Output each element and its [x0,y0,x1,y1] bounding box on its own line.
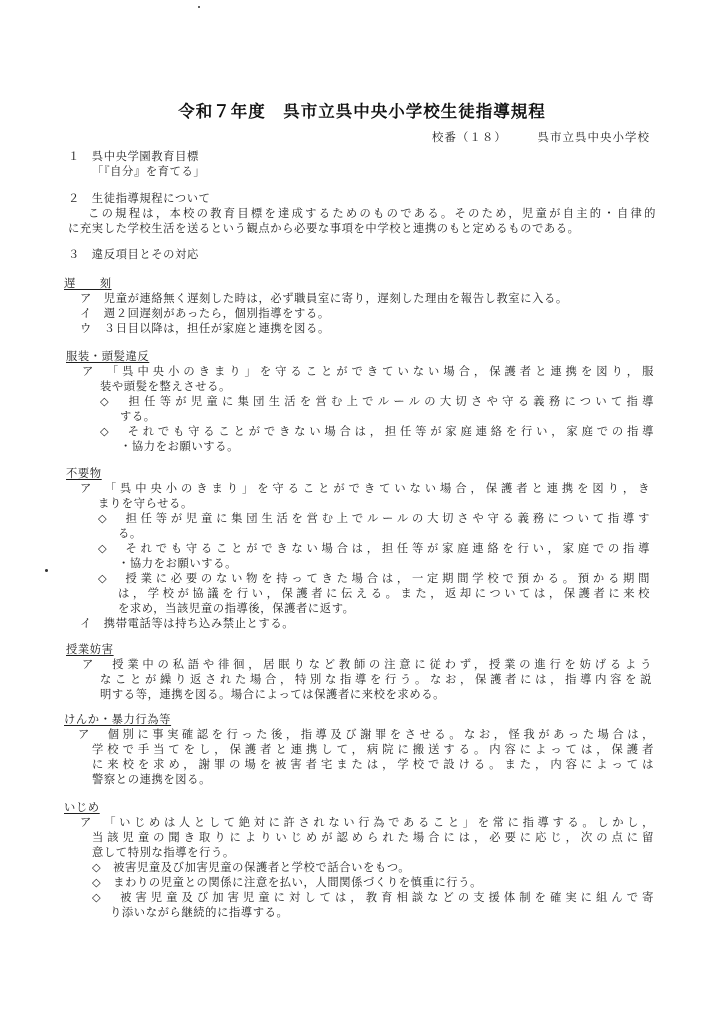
dress-line: 装や頭髪を整えさせる。 [100,380,231,393]
violence-line: に来校を求め，謝罪の場を被害者宅または，学校で設ける。また，内容によっては [92,758,654,771]
class-disruption-line: 明する等，連携を図る。場合によっては保護者に来校を求める。 [100,688,446,701]
bullying-line: ◇ 被害児童及び加害児童の保護者と学校で話合いをもつ。 [92,861,411,874]
bullying-line: 当該児童の聞き取りによりいじめが認められた場合には，必要に応じ，次の点に留 [92,831,654,844]
revision-number: 校番（１８） [431,130,507,144]
section-3-heading: ３ 違反項目とその対応 [68,248,199,261]
section-1-line: 「『自分』を育てる」 [92,165,206,178]
unneeded-items-line: は，学校が協議を行い，保護者に伝える。また，返却については，保護者に来校 [118,587,650,600]
section-2-line: この規程は，本校の教育目標を達成するためのものである。そのため，児童が自主的・自律的 [88,207,656,220]
section-2-heading: ２ 生徒指導規程について [68,192,211,205]
class-disruption-line: なことが繰り返された場合，特別な指導を行う。なお，保護者には，指導内容を説 [100,673,652,686]
unneeded-items-line: ◇ それでも守ることができない場合は，担任等が家庭連絡を行い，家庭での指導 [98,542,650,555]
unneeded-items-line: を求め，当該児童の指導後，保護者に返す。 [118,602,355,615]
document-title: 令和７年度 呉市立呉中央小学校生徒指導規程 [178,102,546,121]
unneeded-items-line: ・協力をお願いする。 [118,557,237,570]
dress-line: ◇ 担任等が児童に集団生活を営む上でルールの大切さや守る義務について指導 [100,395,654,408]
class-disruption-line: ア 授業中の私語や徘徊，居眠りなど教師の注意に従わず，授業の進行を妨げるよう [82,658,652,671]
unneeded-items-line: ◇ 担任等が児童に集団生活を営む上でルールの大切さや守る義務について指導す [98,512,650,525]
document-meta [432,129,650,145]
unneeded-items-heading: 不要物 [66,467,102,480]
bullying-line: ◇ まわりの児童との関係に注意を払い，人間関係づくりを慎重に行う。 [92,876,482,889]
unneeded-items-line: まりを守らせる。 [98,497,193,510]
bullying-line: ◇ 被害児童及び加害児童に対しては，教育相談などの支援体制を確実に組んで寄 [92,891,654,904]
unneeded-items-line: ア 「呉中央小のきまり」を守ることができていない場合，保護者と連携を図り，き [80,482,650,495]
late-line: ア 児童が連絡無く遅刻した時は，必ず職員室に寄り，遅刻した理由を報告し教室に入る。 [80,292,568,305]
section-2-line: に充実した学校生活を送るという観点から必要な事項を中学校と連携のもと定めるものである。 [68,222,580,235]
school-name: 呉市立呉中央小学校 [537,130,650,144]
late-line: イ 週２回遅刻があったら，個別指導をする。 [80,307,330,320]
unneeded-items-line: ◇ 授業に必要のない物を持ってきた場合は，一定期間学校で預かる。預かる期間 [98,572,650,585]
late-heading: 遅 刻 [64,277,112,290]
violence-line: ア 個別に事実確認を行った後，指導及び謝罪をさせる。なお，怪我があった場合は， [78,728,654,741]
bullying-line: 意して特別な指導を行う。 [92,846,235,859]
bullying-line: り添いながら継続的に指導する。 [110,906,289,919]
dress-line: ・協力をお願いする。 [120,440,239,453]
dress-heading: 服装・頭髪違反 [66,350,150,363]
unneeded-items-line: る。 [118,527,142,540]
late-line: ウ ３日目以降は，担任が家庭と連携を図る。 [80,322,330,335]
class-disruption-heading: 授業妨害 [66,643,114,656]
dress-line: ◇ それでも守ることができない場合は，担任等が家庭連絡を行い，家庭での指導 [100,425,654,438]
violence-heading: けんか・暴力行為等 [64,713,172,726]
violence-line: 学校で手当てをし，保護者と連携して，病院に搬送する。内容によっては，保護者 [92,743,654,756]
dress-line: ア 「呉中央小のきまり」を守ることができていない場合，保護者と連携を図り，服 [82,365,654,378]
scan-speck [198,6,200,8]
bullying-line: ア 「いじめは人として絶対に許されない行為であること」を常に指導する。しかし， [80,816,654,829]
dress-line: する。 [120,410,156,423]
violence-line: 警察との連携を図る。 [92,773,211,786]
unneeded-items-line: イ 携帯電話等は持ち込み禁止とする。 [80,617,295,630]
section-1-heading: １ 呉中央学園教育目標 [68,150,199,163]
bullying-heading: いじめ [64,801,100,814]
scan-speck [45,569,48,572]
